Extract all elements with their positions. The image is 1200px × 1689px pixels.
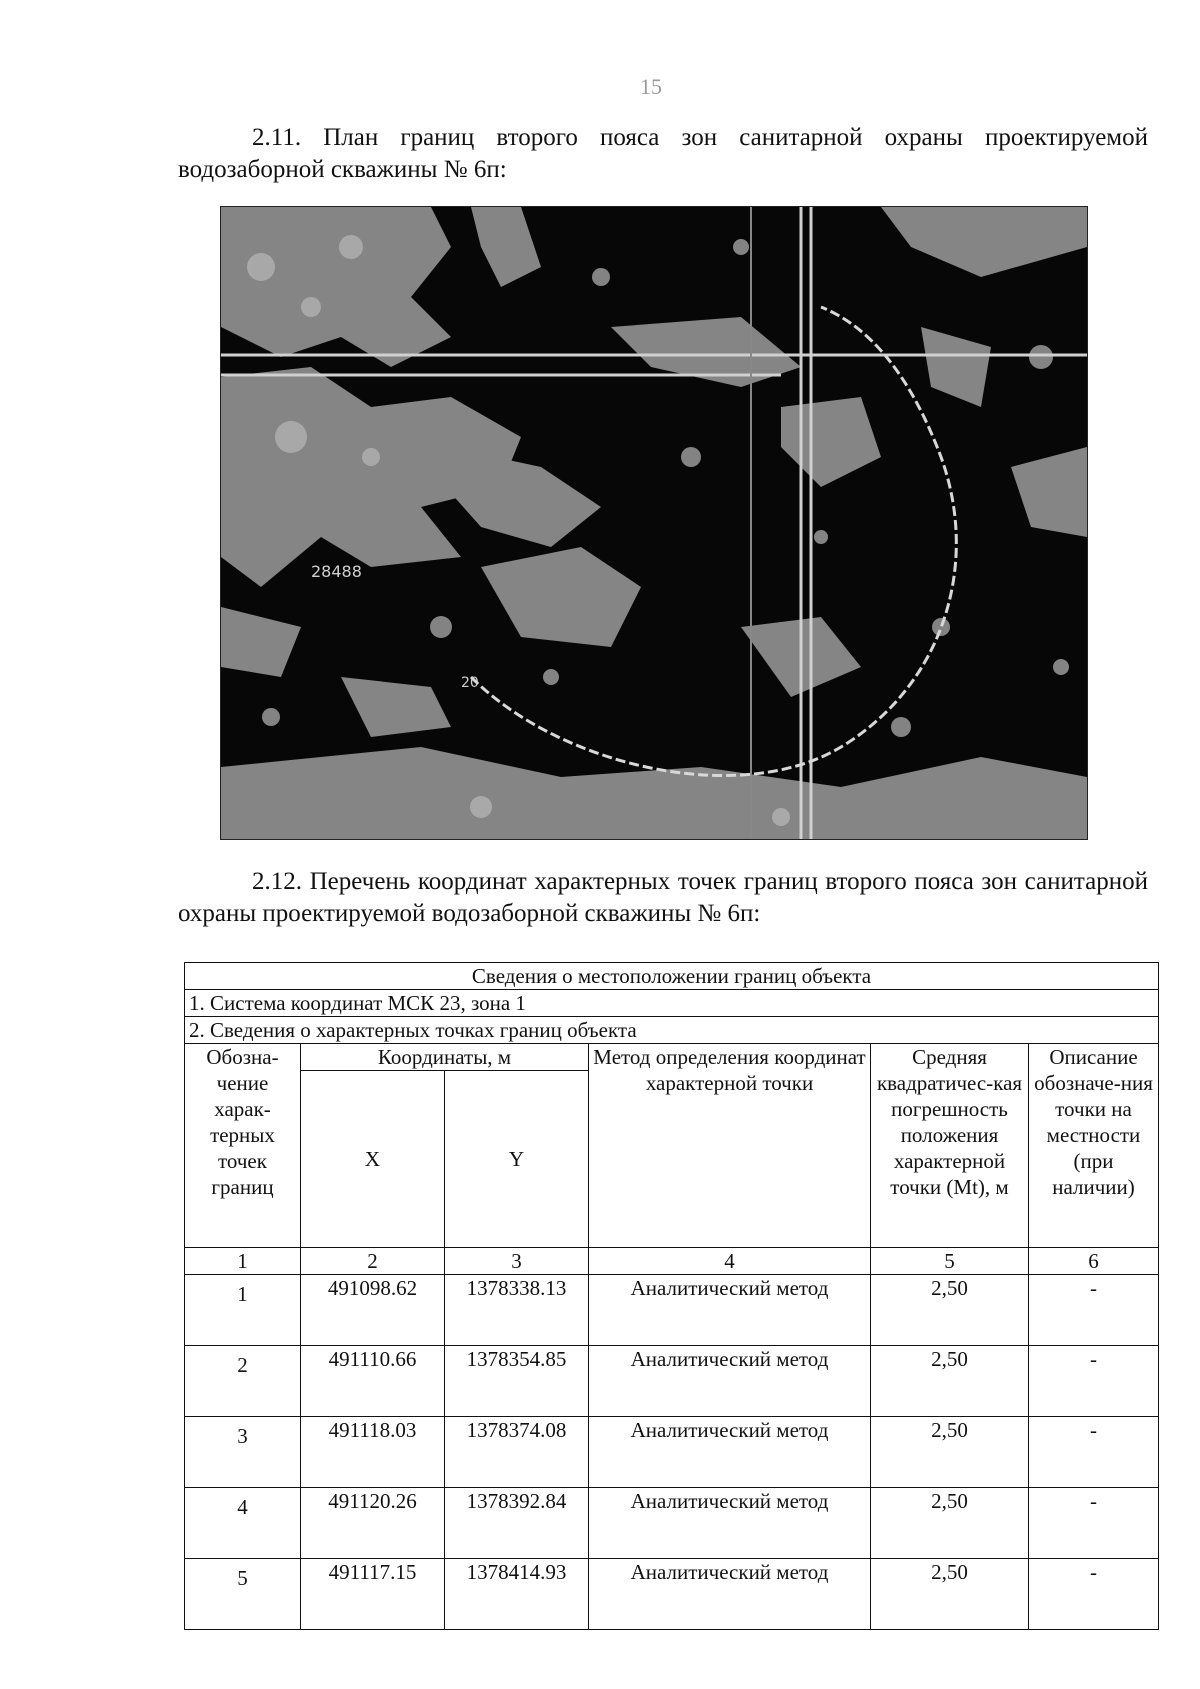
table-row <box>185 1559 1159 1630</box>
map-label-parcel: 28488 <box>311 562 362 581</box>
column-number: 4 <box>589 1248 871 1275</box>
table-row <box>185 1417 1159 1488</box>
point-id: 2 <box>185 1346 301 1417</box>
header-coordinates: Координаты, м <box>301 1044 589 1071</box>
table-title: Сведения о местоположении границ объекта <box>185 963 1159 990</box>
description-cell: - <box>1029 1559 1159 1630</box>
method-cell: Аналитический метод <box>589 1417 871 1488</box>
coord-x: 491117.15 <box>301 1559 445 1630</box>
coord-x: 491118.03 <box>301 1417 445 1488</box>
table-row <box>185 1488 1159 1559</box>
column-number-row <box>185 1248 1159 1275</box>
coord-x: 491098.62 <box>301 1275 445 1346</box>
table-row <box>185 1346 1159 1417</box>
column-number: 2 <box>301 1248 445 1275</box>
method-cell: Аналитический метод <box>589 1346 871 1417</box>
table-row <box>185 1275 1159 1346</box>
section-2-12-heading: 2.12. Перечень координат характерных точек границ второго пояса зон санитарной охраны проектируемой водозаборной скважины № 6п: <box>178 868 1148 927</box>
point-id: 4 <box>185 1488 301 1559</box>
error-cell: 2,50 <box>871 1346 1029 1417</box>
method-cell: Аналитический метод <box>589 1559 871 1630</box>
coord-x: 491120.26 <box>301 1488 445 1559</box>
coord-y: 1378354.85 <box>445 1346 589 1417</box>
description-cell: - <box>1029 1488 1159 1559</box>
page-number: 15 <box>640 74 662 99</box>
coord-x: 491110.66 <box>301 1346 445 1417</box>
method-cell: Аналитический метод <box>589 1275 871 1346</box>
error-cell: 2,50 <box>871 1559 1029 1630</box>
method-cell: Аналитический метод <box>589 1488 871 1559</box>
coord-y: 1378374.08 <box>445 1417 589 1488</box>
coordinate-system-row: 1. Система координат МСК 23, зона 1 <box>185 990 1159 1017</box>
point-id: 3 <box>185 1417 301 1488</box>
column-number: 3 <box>445 1248 589 1275</box>
description-cell: - <box>1029 1275 1159 1346</box>
point-id: 1 <box>185 1275 301 1346</box>
coord-y: 1378392.84 <box>445 1488 589 1559</box>
column-number: 6 <box>1029 1248 1159 1275</box>
points-info-row: 2. Сведения о характерных точках границ объекта <box>185 1017 1159 1044</box>
error-cell: 2,50 <box>871 1417 1029 1488</box>
error-cell: 2,50 <box>871 1488 1029 1559</box>
header-description: Описание обозначе-ния точки на местности (при наличии) <box>1029 1044 1159 1248</box>
coordinates-table-wrapper <box>184 962 1159 1630</box>
boundary-map-image <box>220 206 1088 840</box>
description-cell: - <box>1029 1346 1159 1417</box>
map-label-point: 20 <box>461 675 479 691</box>
section-2-11-heading: 2.11. План границ второго пояса зон санитарной охраны проектируемой водозаборной скважины № 6п: <box>178 124 1148 183</box>
description-cell: - <box>1029 1417 1159 1488</box>
error-cell: 2,50 <box>871 1275 1029 1346</box>
header-designation: Обозна-чение харак-терных точек границ <box>185 1044 301 1248</box>
header-y: Y <box>445 1071 589 1248</box>
point-id: 5 <box>185 1559 301 1630</box>
column-number: 1 <box>185 1248 301 1275</box>
column-number: 5 <box>871 1248 1029 1275</box>
coord-y: 1378414.93 <box>445 1559 589 1630</box>
header-x: X <box>301 1071 445 1248</box>
header-error: Средняя квадратичес-кая погрешность положения характерной точки (Mt), м <box>871 1044 1029 1248</box>
coord-y: 1378338.13 <box>445 1275 589 1346</box>
coordinates-table <box>184 962 1159 1630</box>
header-method: Метод определения координат характерной точки <box>589 1044 871 1248</box>
